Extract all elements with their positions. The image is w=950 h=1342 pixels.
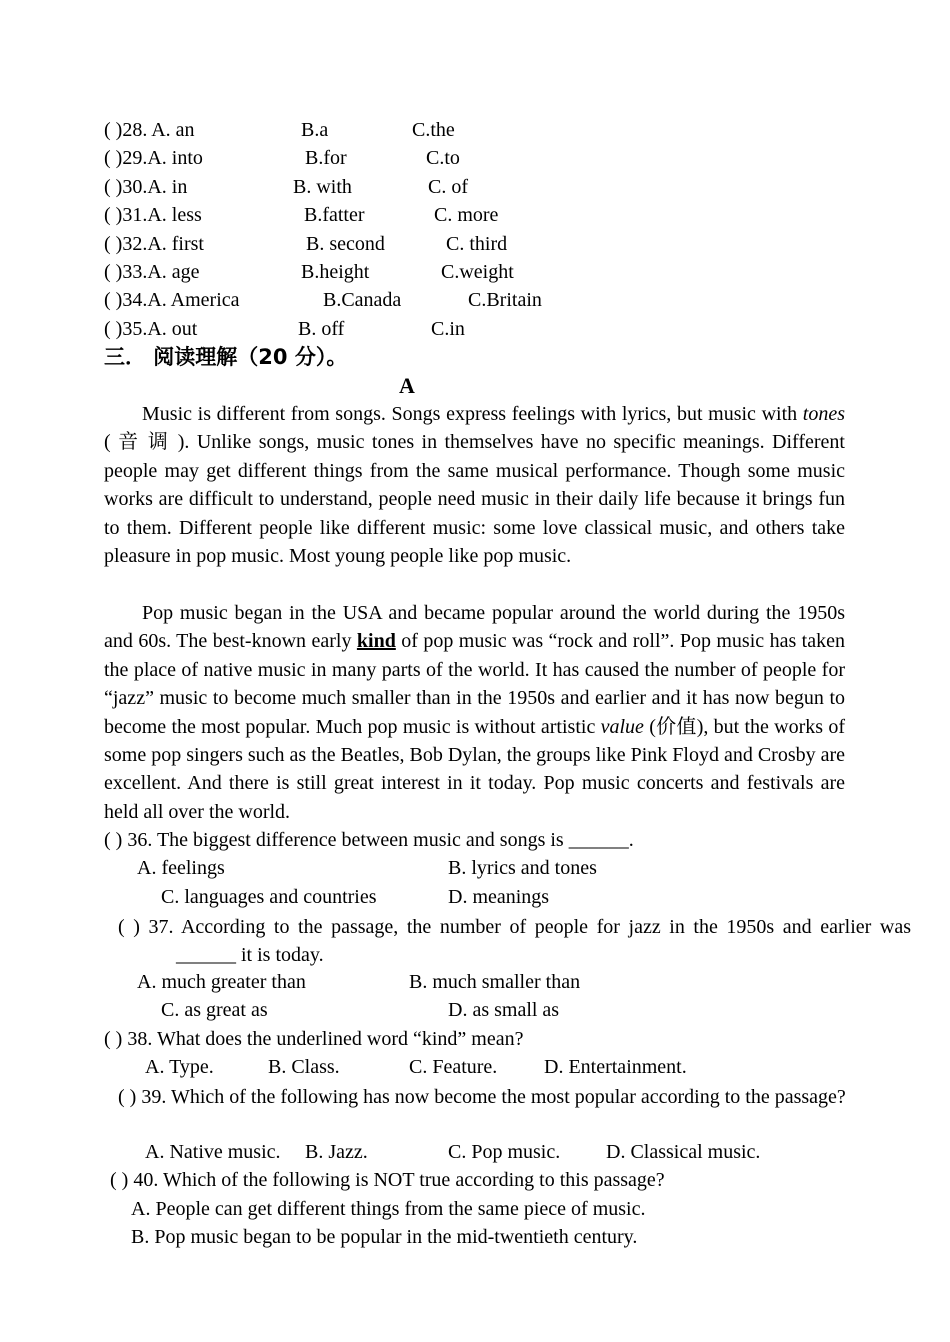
cloze-32-c: C. third: [446, 233, 508, 255]
q40-stem: ( ) 40. Which of the following is NOT true according to this passage?: [110, 1169, 665, 1191]
p2-text-b: of pop music was “rock and roll”. Pop music has taken the place of native music in many parts of the world. It has caused the number of people for “jazz” music to become much smaller than in the 1950s and earlier and it has now begun to become the most popular. Much pop music is without artistic: [104, 630, 845, 738]
cloze-28-c: C.the: [412, 119, 455, 141]
p1-text-b: ( 音 调 ). Unlike songs, music tones in themselves have no specific meanings. Different people may get different things from the same musical performance. Though some music works are difficult to understand, people need music in their daily life because it brings fun to them. Different people like different music: some love classical music, and others take pleasure in pop music. Most young people like pop music.: [104, 431, 845, 568]
q38-option-b: B. Class.: [268, 1056, 340, 1078]
q37-option-d: D. as small as: [448, 999, 560, 1021]
p2-underlined-kind: kind: [356, 630, 396, 653]
q36-option-d: D. meanings: [448, 886, 550, 908]
cloze-31-c: C. more: [434, 204, 499, 226]
cloze-29-a: ( )29.A. into: [104, 147, 203, 169]
q36-option-a: A. feelings: [137, 857, 225, 879]
q37-option-a: A. much greater than: [137, 971, 306, 993]
cloze-31-a: ( )31.A. less: [104, 204, 202, 226]
cloze-30-b: B. with: [293, 176, 352, 198]
cloze-32-b: B. second: [306, 233, 385, 255]
q36-option-c: C. languages and countries: [161, 886, 377, 908]
cloze-31-b: B.fatter: [304, 204, 365, 226]
cloze-29-b: B.for: [305, 147, 347, 169]
q39-option-d: D. Classical music.: [606, 1141, 761, 1163]
p1-text-a: Music is different from songs. Songs express feelings with lyrics, but music with: [142, 403, 803, 425]
q38-option-c: C. Feature.: [409, 1056, 498, 1078]
cloze-29-c: C.to: [426, 147, 460, 169]
passage-title: A: [399, 373, 415, 398]
passage-paragraph-2: [104, 599, 845, 826]
cloze-30-c: C. of: [428, 176, 468, 198]
cloze-33-c: C.weight: [441, 261, 514, 283]
q37-stem: ( ) 37. According to the passage, the number of people for jazz in the 1950s and earlier was ______ it is today.: [118, 916, 911, 967]
cloze-33-b: B.height: [301, 261, 370, 283]
cloze-34-b: B.Canada: [323, 289, 402, 311]
cloze-35-c: C.in: [431, 318, 465, 340]
cloze-35-a: ( )35.A. out: [104, 318, 198, 340]
q38-stem: ( ) 38. What does the underlined word “kind” mean?: [104, 1028, 524, 1050]
p2-text-c: (价值), but the works of some pop singers such as the Beatles, Bob Dylan, the groups like Pink Floyd and Crosby are excellent. And there is still great interest in it today. Pop music concerts and festivals are held all over the world.: [104, 715, 846, 823]
q39-option-b: B. Jazz.: [305, 1141, 368, 1163]
q37-option-b: B. much smaller than: [409, 971, 581, 993]
cloze-32-a: ( )32.A. first: [104, 233, 204, 255]
p2-value: value: [600, 715, 644, 738]
q38-option-d: D. Entertainment.: [544, 1056, 687, 1078]
q39-option-c: C. Pop music.: [448, 1141, 561, 1163]
passage-paragraph-1: [104, 400, 845, 570]
cloze-34-c: C.Britain: [468, 289, 542, 311]
q38-option-a: A. Type.: [145, 1056, 214, 1078]
section-heading: 三． 阅读理解（20 分）。: [104, 345, 348, 369]
q36-stem: ( ) 36. The biggest difference between music and songs is ______.: [104, 829, 634, 851]
p1-tones: tones: [802, 403, 845, 425]
cloze-28-a: ( )28. A. an: [104, 119, 195, 141]
cloze-35-b: B. off: [298, 318, 345, 340]
q36-option-b: B. lyrics and tones: [448, 857, 597, 879]
q40-option-a: A. People can get different things from the same piece of music.: [131, 1198, 646, 1220]
p2-text-a: Pop music began in the USA and became popular around the world during the 1950s and 60s. The best-known early: [104, 602, 845, 653]
cloze-33-a: ( )33.A. age: [104, 261, 200, 283]
q37-option-c: C. as great as: [161, 999, 268, 1021]
cloze-30-a: ( )30.A. in: [104, 176, 188, 198]
cloze-28-b: B.a: [301, 119, 329, 141]
cloze-34-a: ( )34.A. America: [104, 289, 240, 311]
q39-stem: ( ) 39. Which of the following has now become the most popular according to the passage?: [118, 1086, 846, 1108]
q40-option-b: B. Pop music began to be popular in the mid-twentieth century.: [131, 1226, 638, 1248]
q39-option-a: A. Native music.: [145, 1141, 281, 1163]
